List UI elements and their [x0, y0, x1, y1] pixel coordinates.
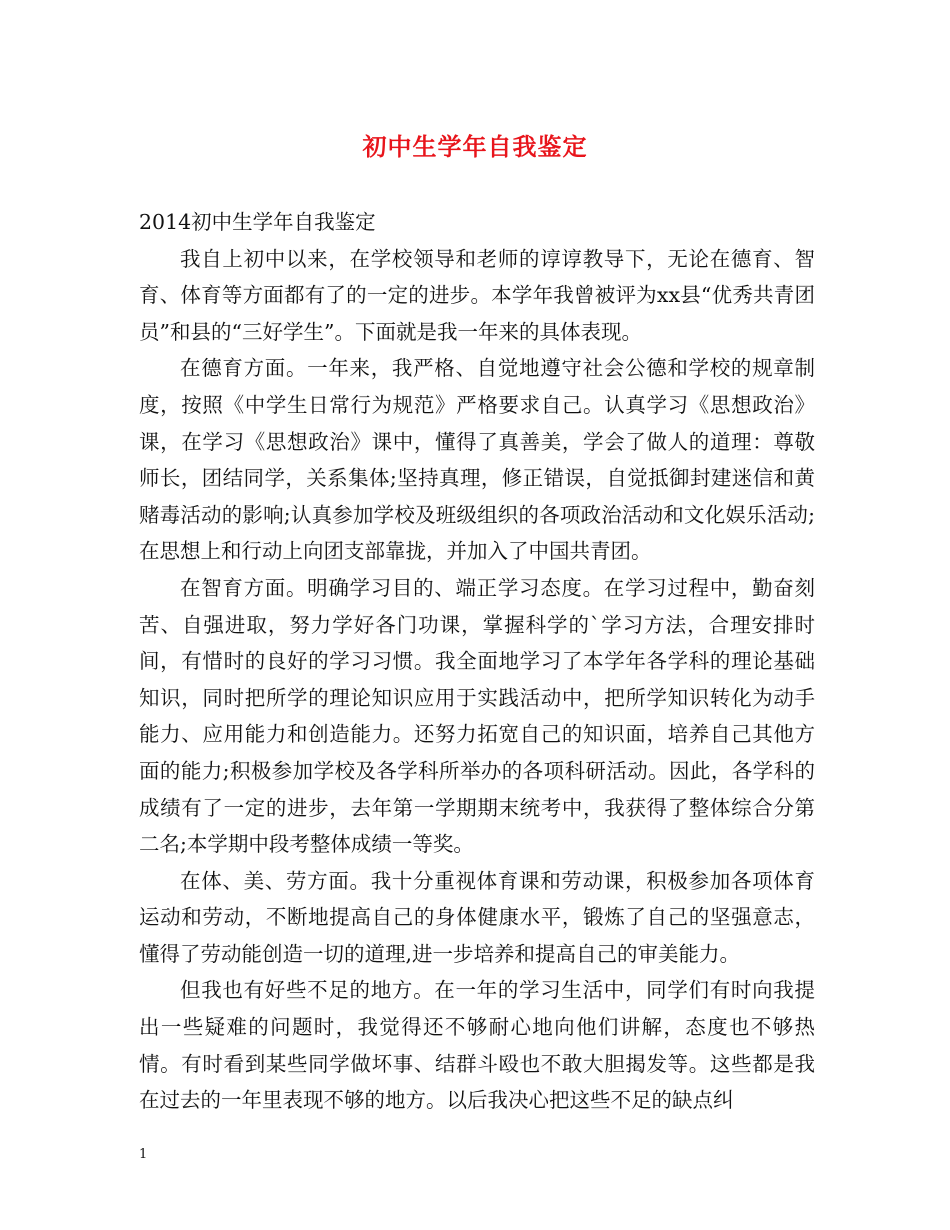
paragraph-moral-education: 在德育方面。一年来，我严格、自觉地遵守社会公德和学校的规章制度，按照《中学生日常行为规范》严格要求自己。认真学习《思想政治》课，在学习《思想政治》课中，懂得了真善美，学会了做人的道理：尊敬师长，团结同学，关系集体;坚持真理，修正错误，自觉抵御封建迷信和黄赌毒活动的影响;认真参加学校及班级组织的各项政治活动和文化娱乐活动;在思想上和行动上向团支部靠拢，并加入了中国共青团。 — [139, 356, 815, 564]
document-subtitle: 2014初中生学年自我鉴定 — [139, 210, 376, 234]
document-body — [139, 204, 815, 1119]
paragraph-shortcomings: 但我也有好些不足的地方。在一年的学习生活中，同学们有时向我提出一些疑难的问题时，我觉得还不够耐心地向他们讲解，态度也不够热情。有时看到某些同学做坏事、结群斗殴也不敢大胆揭发等。这些都是我在过去的一年里表现不够的地方。以后我决心把这些不足的缺点纠 — [139, 978, 815, 1113]
document-title: 初中生学年自我鉴定 — [362, 132, 588, 161]
page-number: 1 — [139, 1147, 148, 1162]
paragraph-intellectual-education: 在智育方面。明确学习目的、端正学习态度。在学习过程中，勤奋刻苦、自强进取，努力学好各门功课，掌握科学的`学习方法，合理安排时间，有惜时的良好的学习习惯。我全面地学习了本学年各学科的理论基础知识，同时把所学的理论知识应用于实践活动中，把所学知识转化为动手能力、应用能力和创造能力。还努力拓宽自己的知识面，培养自己其他方面的能力;积极参加学校及各学科所举办的各项科研活动。因此，各学科的成绩有了一定的进步，去年第一学期期末统考中，我获得了整体综合分第二名;本学期中段考整体成绩一等奖。 — [139, 575, 815, 857]
paragraph-intro: 我自上初中以来，在学校领导和老师的谆谆教导下，无论在德育、智育、体育等方面都有了的一定的进步。本学年我曾被评为xx县“优秀共青团员”和县的“三好学生”。下面就是我一年来的具体表现。 — [139, 246, 815, 344]
paragraph-physical-arts-labor: 在体、美、劳方面。我十分重视体育课和劳动课，积极参加各项体育运动和劳动，不断地提高自己的身体健康水平，锻炼了自己的坚强意志，懂得了劳动能创造一切的道理,进一步培养和提高自己的审美能力。 — [139, 868, 815, 966]
